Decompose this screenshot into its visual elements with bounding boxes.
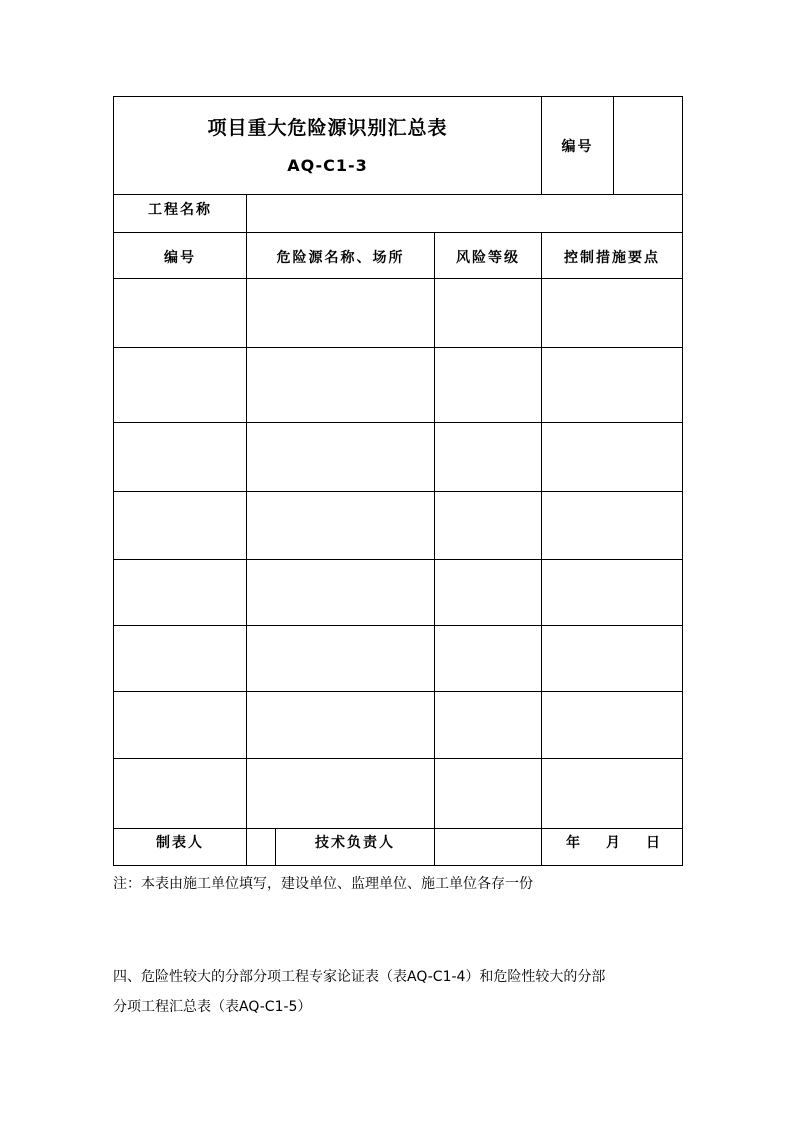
- preparer-label: 制表人: [114, 829, 247, 866]
- tech-lead-field[interactable]: [435, 829, 542, 866]
- cell-risk-level[interactable]: [435, 423, 542, 492]
- cell-risk-level[interactable]: [435, 626, 542, 692]
- cell-control-measures[interactable]: [542, 279, 683, 348]
- cell-hazard-name[interactable]: [247, 759, 435, 829]
- hazard-summary-form: [113, 96, 683, 866]
- cell-hazard-name[interactable]: [247, 560, 435, 626]
- col-header-control-measures: 控制措施要点: [542, 233, 683, 279]
- form-code: AQ-C1-3: [287, 155, 368, 175]
- project-name-label: 工程名称: [114, 195, 247, 233]
- cell-number[interactable]: [114, 423, 247, 492]
- cell-number[interactable]: [114, 492, 247, 560]
- col-header-risk-level: 风险等级: [435, 233, 542, 279]
- day-label: 日: [646, 835, 661, 851]
- cell-risk-level[interactable]: [435, 560, 542, 626]
- cell-number[interactable]: [114, 279, 247, 348]
- cell-risk-level[interactable]: [435, 759, 542, 829]
- cell-control-measures[interactable]: [542, 492, 683, 560]
- cell-risk-level[interactable]: [435, 348, 542, 423]
- cell-number[interactable]: [114, 348, 247, 423]
- year-label: 年: [566, 835, 581, 851]
- project-name-field[interactable]: [247, 195, 683, 233]
- date-field[interactable]: [542, 829, 683, 866]
- col-header-hazard-name: 危险源名称、场所: [247, 233, 435, 279]
- number-label: 编号: [542, 97, 614, 195]
- cell-control-measures[interactable]: [542, 423, 683, 492]
- col-header-number: 编号: [114, 233, 247, 279]
- preparer-field[interactable]: [247, 829, 276, 866]
- table-row: [114, 692, 683, 759]
- section-paragraph-line-1: 四、危险性较大的分部分项工程专家论证表（表AQ-C1-4）和危险性较大的分部: [113, 969, 606, 985]
- form-title: 项目重大危险源识别汇总表: [207, 116, 448, 139]
- table-row: [114, 348, 683, 423]
- tech-lead-label: 技术负责人: [276, 829, 435, 866]
- table-row: [114, 279, 683, 348]
- cell-hazard-name[interactable]: [247, 692, 435, 759]
- table-row: [114, 423, 683, 492]
- table-row: [114, 492, 683, 560]
- cell-number[interactable]: [114, 626, 247, 692]
- cell-hazard-name[interactable]: [247, 279, 435, 348]
- cell-hazard-name[interactable]: [247, 348, 435, 423]
- table-row: [114, 759, 683, 829]
- month-label: 月: [606, 835, 621, 851]
- number-field[interactable]: [614, 97, 683, 195]
- table-row: [114, 626, 683, 692]
- cell-risk-level[interactable]: [435, 492, 542, 560]
- cell-risk-level[interactable]: [435, 279, 542, 348]
- table-row: [114, 560, 683, 626]
- section-paragraph-line-2: 分项工程汇总表（表AQ-C1-5）: [113, 999, 312, 1015]
- cell-control-measures[interactable]: [542, 626, 683, 692]
- cell-control-measures[interactable]: [542, 692, 683, 759]
- form-note: 注：本表由施工单位填写，建设单位、监理单位、施工单位各存一份: [113, 876, 533, 892]
- cell-number[interactable]: [114, 560, 247, 626]
- section-paragraph: [113, 962, 703, 1022]
- cell-control-measures[interactable]: [542, 348, 683, 423]
- cell-hazard-name[interactable]: [247, 492, 435, 560]
- cell-hazard-name[interactable]: [247, 423, 435, 492]
- cell-number[interactable]: [114, 759, 247, 829]
- cell-control-measures[interactable]: [542, 759, 683, 829]
- cell-control-measures[interactable]: [542, 560, 683, 626]
- cell-risk-level[interactable]: [435, 692, 542, 759]
- cell-hazard-name[interactable]: [247, 626, 435, 692]
- cell-number[interactable]: [114, 692, 247, 759]
- form-title-cell: [114, 97, 542, 195]
